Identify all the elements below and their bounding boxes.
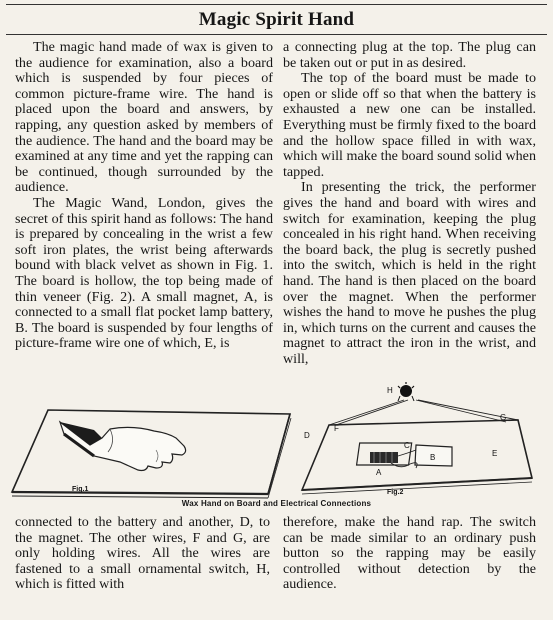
figure-illustration [6,398,547,510]
paragraph: The Magic Wand, London, gives the secret of this spirit hand as follows: The hand is prepared by concealing in the wrist a few soft iron plates, the wrist being afterwards bound with black velvet as shown in Fig. 1. The board is hollow, the top being made of thin veneer (Fig. 2). A small magnet, A, is connected to a small flat pocket lamp battery, B. The board is suspended by four lengths of picture-frame wire one of which, E, is [15,194,273,352]
right-column-bottom [283,515,536,593]
label-f: F [334,424,339,433]
right-column-top [283,40,536,367]
paragraph: The top of the board must be made to open or slide off so that when the battery is exhausted a new one can be installed. Everything must be firmly fixed to the board and the hollow space filled in with wax, which will make the board sound solid when tapped. [283,70,536,180]
paragraph: In presenting the trick, the performer gives the hand and board with wires and switch for examination, keeping the plug concealed in his right hand. When receiving the board back, the plug is secretly pushed into the switch, which is held in the right hand. The hand is then placed on the board over the magnet. When the performer wishes the hand to move he pushes the plug in, which turns on the current and causes the magnet to attract the iron in the wrist, and will, [283,179,536,367]
paragraph: a connecting plug at the top. The plug can be taken out or put in as desired. [283,39,536,71]
fig1-label: Fig.1 [72,486,89,493]
label-b: B [430,453,436,462]
label-a: A [376,468,382,477]
title-rule [6,34,547,35]
paragraph: The magic hand made of wax is given to the audience for examination, also a board which is suspended by four pieces of common picture-frame wire. The hand is placed upon the board and answers, by rapping, any question asked by members of the audience. The hand and the board may be examined at any time and yet the rapping can be continued, though surrounded by the audience. [15,39,273,196]
label-h: H [387,386,393,395]
figure-caption: Wax Hand on Board and Electrical Connections [181,499,372,508]
top-rule [6,4,547,5]
label-g: G [500,413,507,422]
switch-h-icon [384,380,424,402]
paragraph: therefore, make the hand rap. The switch can be made similar to an ordinary push button so the rapping may be easily controlled without detection by the audience. [283,514,536,593]
article-title: Magic Spirit Hand [198,9,355,30]
label-e: E [492,449,498,458]
left-column-bottom [15,515,270,593]
fig2-label: Fig.2 [387,489,404,496]
left-column-top [15,40,273,352]
paragraph: connected to the battery and another, D, to the magnet. The other wires, F and G, are only holding wires. All the wires are fastened to a small ornamental switch, H, which is fitted with [15,514,270,593]
label-d: D [304,431,310,440]
label-c: C [404,441,410,450]
